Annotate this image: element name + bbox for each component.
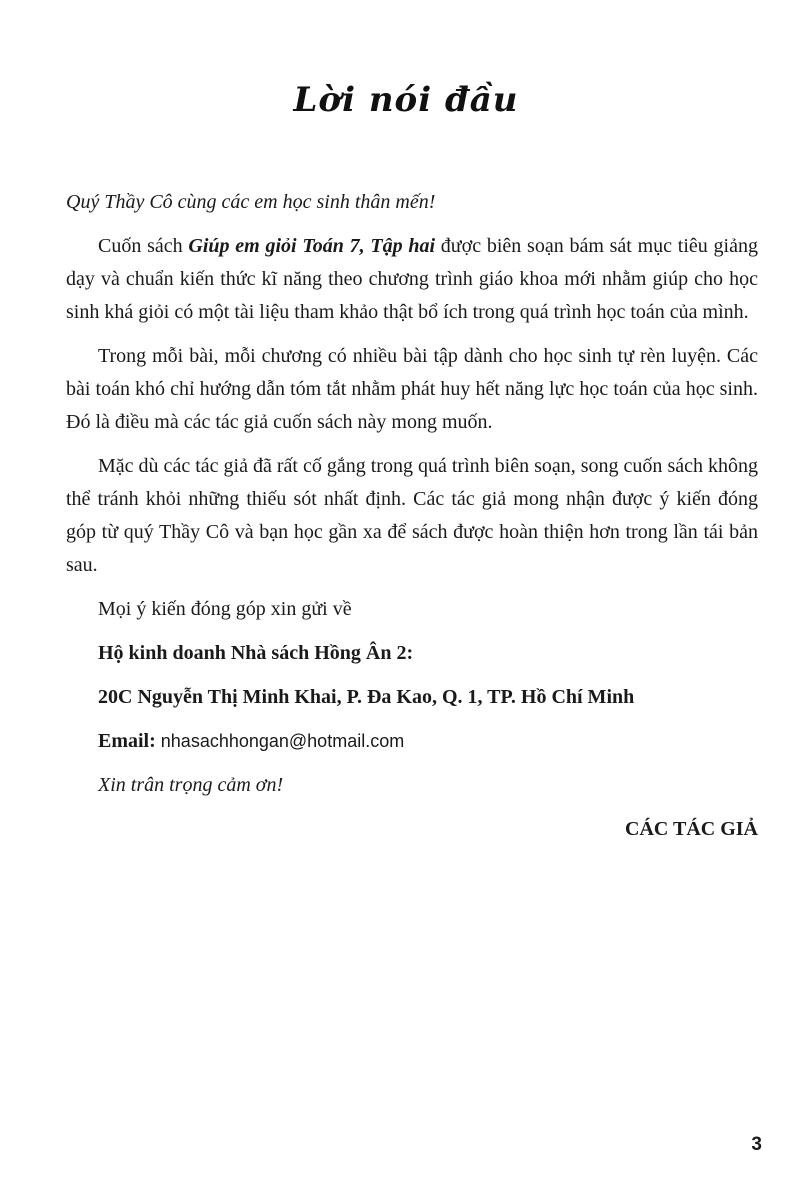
email-line xyxy=(66,725,758,758)
paragraph-intro-rest: được biên soạn bám sát mục tiêu giảng dạy và chuẩn kiến thức kĩ năng theo chương trình giáo khoa mới nhằm giúp cho học sinh khá giỏi có một tài liệu tham khảo thật bổ ích trong quá trình học toán của mình. xyxy=(66,235,758,323)
paragraph-intro-lead: Cuốn sách xyxy=(98,235,189,257)
paragraph-exercises: Trong mỗi bài, mỗi chương có nhiều bài tập dành cho học sinh tự rèn luyện. Các bài toán khó chỉ hướng dẫn tóm tắt nhằm phát huy hết năng lực học toán của học sinh. Đó là điều mà các tác giả cuốn sách này mong muốn. xyxy=(66,345,758,433)
salutation: Quý Thầy Cô cùng các em học sinh thân mến! xyxy=(66,191,436,213)
email-address: nhasachhongan@hotmail.com xyxy=(155,731,405,751)
feedback-intro: Mọi ý kiến đóng góp xin gửi về xyxy=(98,598,352,620)
signature: CÁC TÁC GIẢ xyxy=(625,818,758,840)
book-title: Giúp em giỏi Toán 7, Tập hai xyxy=(188,235,436,257)
email-label: Email: xyxy=(98,730,156,752)
page-number: 3 xyxy=(751,1134,762,1155)
publisher-address: 20C Nguyễn Thị Minh Khai, P. Đa Kao, Q. 1, TP. Hồ Chí Minh xyxy=(98,686,635,708)
page-title: Lời nói đầu xyxy=(293,80,519,120)
paragraph-intro xyxy=(66,230,758,329)
preface-body xyxy=(66,186,758,857)
paragraph-feedback: Mặc dù các tác giả đã rất cố gắng trong quá trình biên soạn, song cuốn sách không thể tránh khỏi những thiếu sót nhất định. Các tác giả mong nhận được ý kiến đóng góp từ quý Thầy Cô và bạn học gần xa để sách được hoàn thiện hơn trong lần tái bản sau. xyxy=(66,455,758,576)
publisher-name: Hộ kinh doanh Nhà sách Hồng Ân 2: xyxy=(98,642,414,664)
closing-line: Xin trân trọng cảm ơn! xyxy=(98,774,284,796)
